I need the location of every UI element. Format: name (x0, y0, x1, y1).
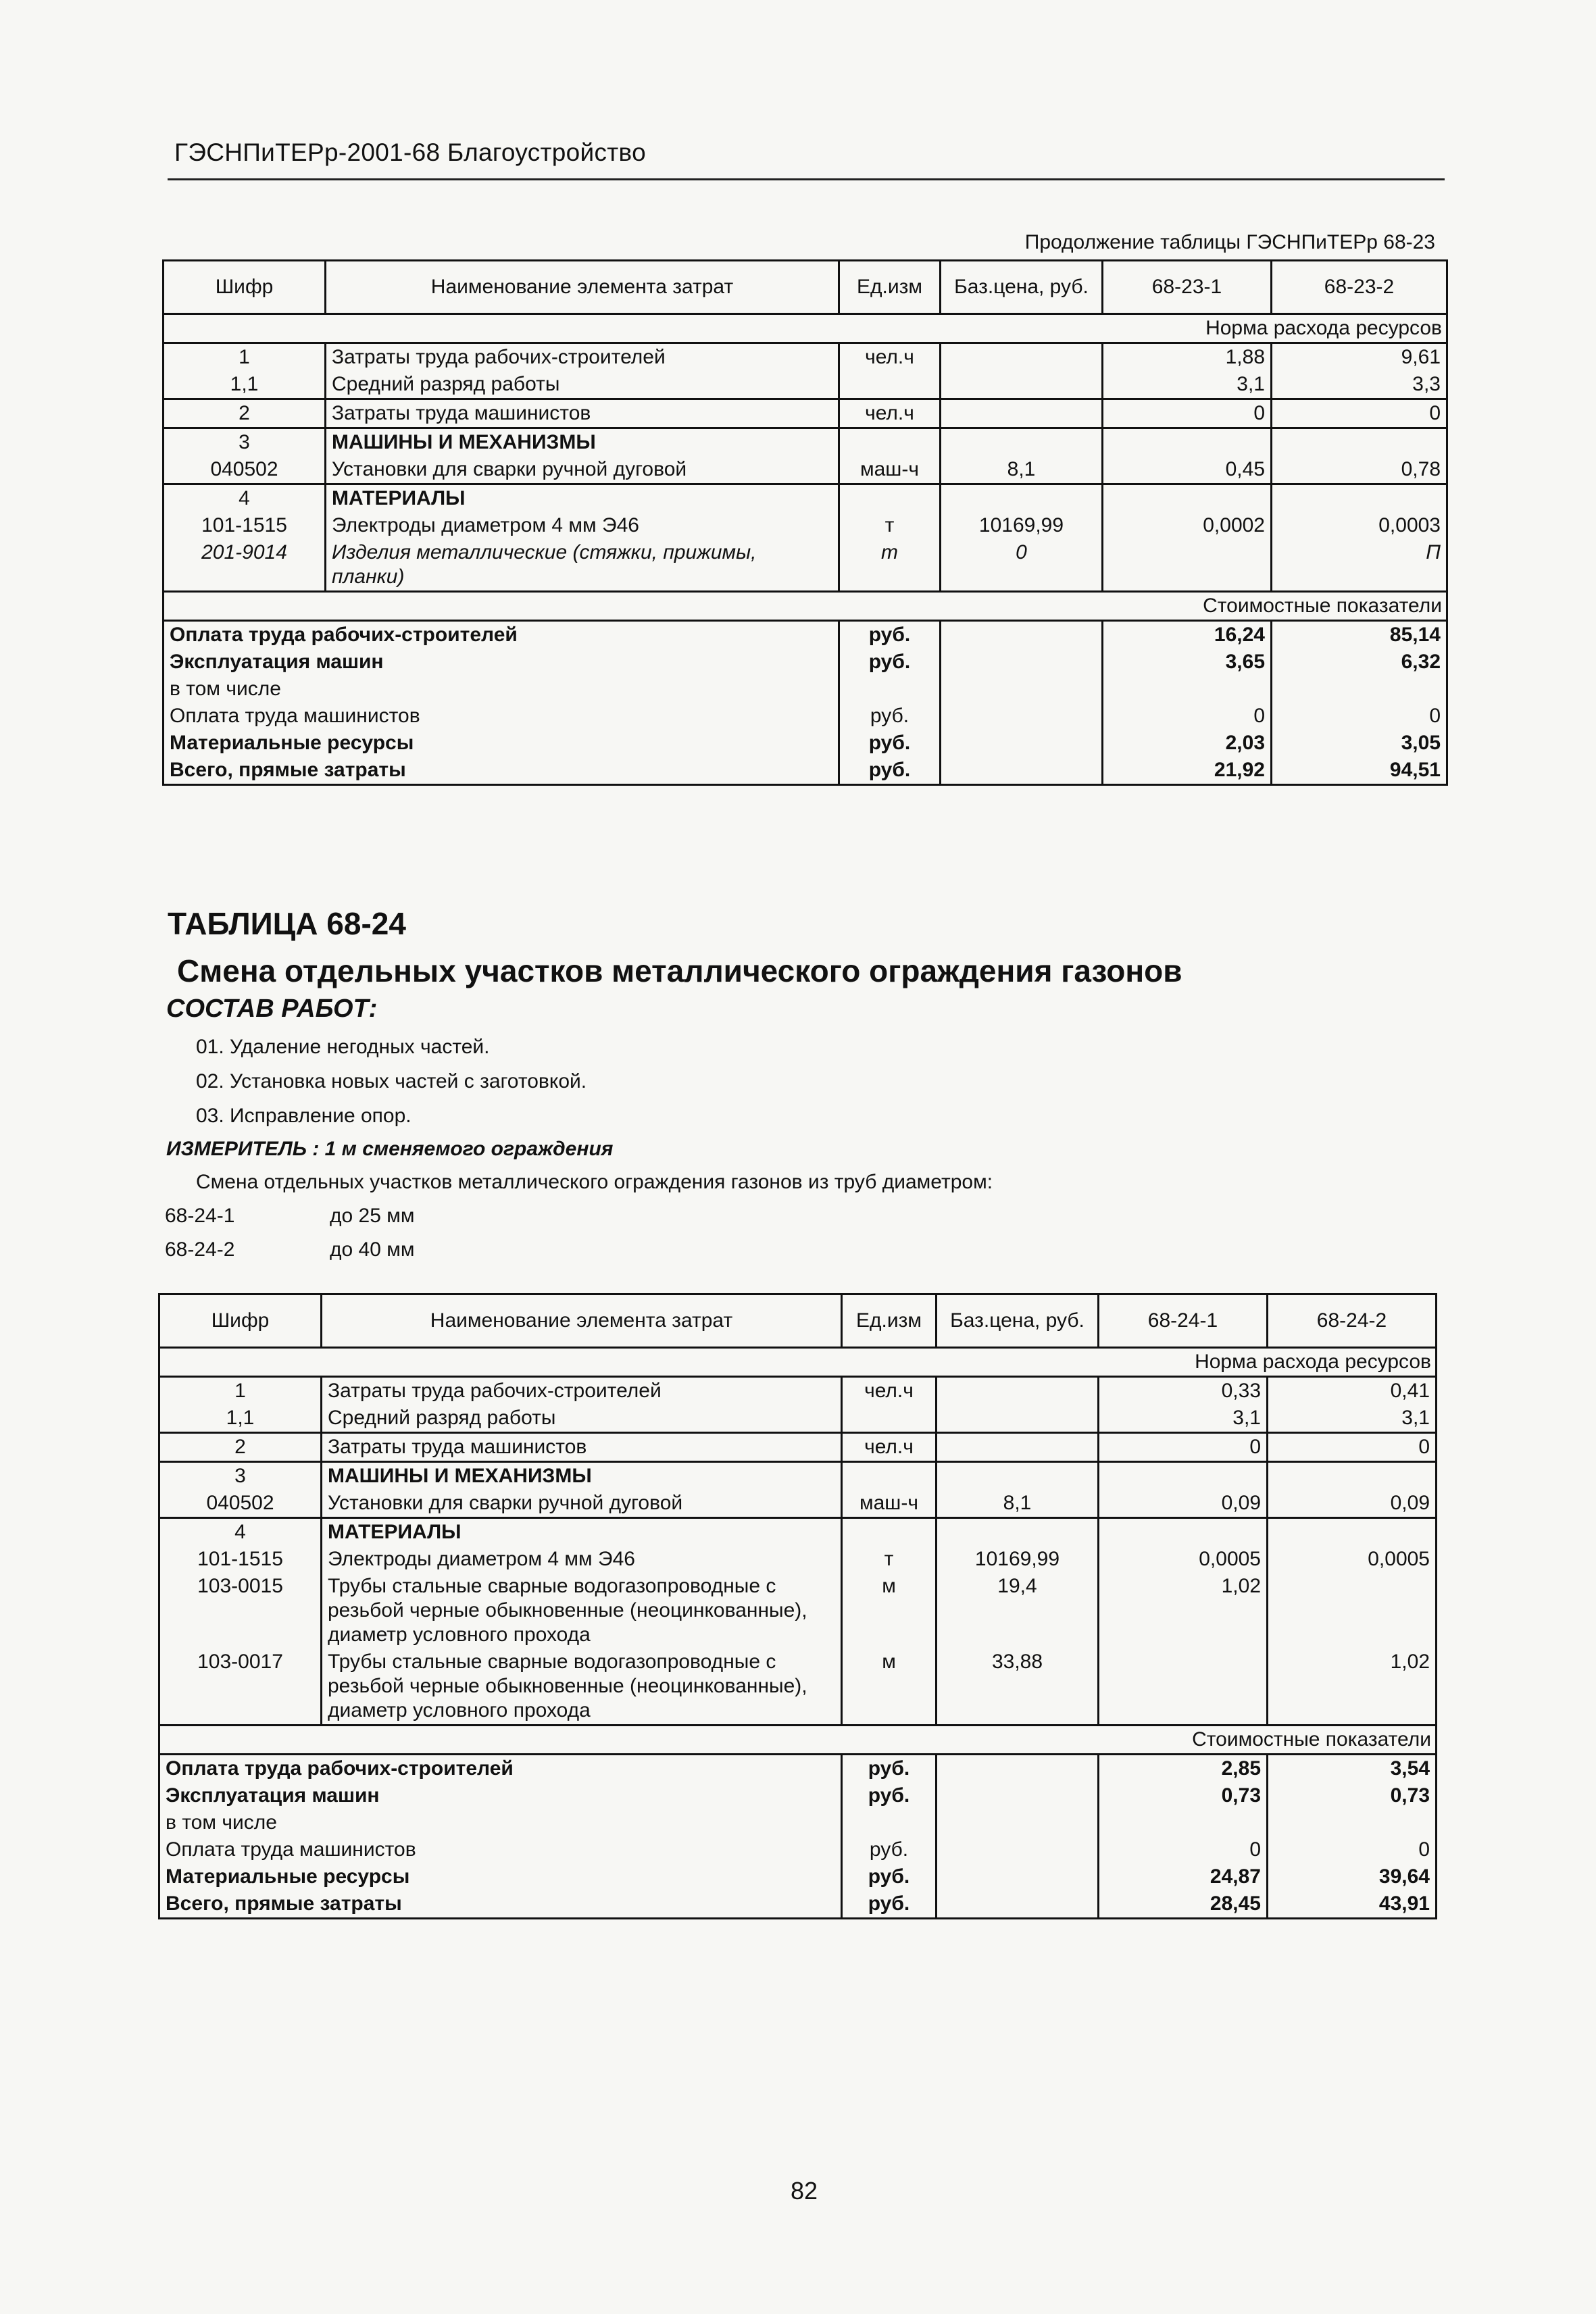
name-cell: Трубы стальные сварные водогазопроводные с резьбой черные обыкновенные (неоцинкованные), диаметр условного прохода (322, 1649, 842, 1726)
continuation-note: Продолжение таблицы ГЭСНПиТЕРр 68-23 (1024, 231, 1435, 253)
unit-cell (839, 428, 941, 457)
value-cell: 0,0002 (1103, 512, 1272, 539)
cost-name-cell: Материальные ресурсы (164, 730, 839, 757)
section-row-norms (159, 1348, 1437, 1377)
value-cell: 0,73 (1099, 1782, 1268, 1809)
table-row (159, 1433, 1437, 1462)
price-cell (941, 676, 1103, 703)
value-cell (1272, 484, 1447, 513)
price-cell: 0 (941, 539, 1103, 592)
price-cell: 8,1 (937, 1490, 1099, 1518)
value-cell: 3,54 (1268, 1755, 1437, 1783)
price-cell (937, 1782, 1099, 1809)
value-cell: 3,65 (1103, 649, 1272, 676)
code-cell: 2 (159, 1433, 322, 1462)
norm-header: Норма расхода ресурсов (164, 314, 1447, 343)
unit-cell: т (839, 539, 941, 592)
work-item: 02. Установка новых частей с заготовкой. (196, 1070, 587, 1092)
table-row (159, 1518, 1437, 1546)
unit-cell: руб. (842, 1755, 937, 1783)
code-cell: 3 (164, 428, 326, 457)
name-cell: Затраты труда машинистов (326, 399, 839, 428)
table-row (164, 399, 1447, 428)
code-cell: 1,1 (164, 371, 326, 399)
price-cell (941, 484, 1103, 513)
variant-label: до 25 мм (330, 1205, 415, 1227)
code-cell: 201-9014 (164, 539, 326, 592)
section-row-costs (159, 1726, 1437, 1755)
cost-row (164, 621, 1447, 649)
value-cell: 1,02 (1268, 1649, 1437, 1726)
unit-cell: чел.ч (839, 343, 941, 372)
code-cell: 1 (164, 343, 326, 372)
price-cell (941, 757, 1103, 785)
cost-row (159, 1890, 1437, 1919)
work-description: Смена отдельных участков металлического ограждения газонов из труб диаметром: (196, 1171, 993, 1193)
unit-cell (842, 1405, 937, 1433)
price-cell: 10169,99 (937, 1546, 1099, 1573)
value-cell: 0 (1103, 399, 1272, 428)
price-cell: 19,4 (937, 1573, 1099, 1649)
section-row-costs (164, 592, 1447, 621)
price-cell (937, 1755, 1099, 1783)
value-cell: 0,78 (1272, 456, 1447, 484)
price-cell (937, 1890, 1099, 1919)
section-name-cell: МАТЕРИАЛЫ (326, 484, 839, 513)
table-row (159, 1649, 1437, 1726)
value-cell: 0 (1099, 1836, 1268, 1863)
value-cell: 0,33 (1099, 1377, 1268, 1405)
value-cell: 28,45 (1099, 1890, 1268, 1919)
table-row (159, 1490, 1437, 1518)
price-cell (941, 428, 1103, 457)
unit-cell: т (842, 1546, 937, 1573)
value-cell (1268, 1573, 1437, 1649)
price-cell (941, 730, 1103, 757)
cost-name-cell: Оплата труда машинистов (159, 1836, 842, 1863)
unit-cell: м (842, 1573, 937, 1649)
unit-cell: руб. (839, 621, 941, 649)
table-row (164, 484, 1447, 513)
norm-header: Норма расхода ресурсов (159, 1348, 1437, 1377)
code-cell: 3 (159, 1462, 322, 1490)
cost-header: Стоимостные показатели (159, 1726, 1437, 1755)
column-header: Наименование элемента затрат (322, 1294, 842, 1348)
price-cell: 8,1 (941, 456, 1103, 484)
value-cell (1268, 1518, 1437, 1546)
unit-cell: м (842, 1649, 937, 1726)
cost-row (164, 703, 1447, 730)
table-row (164, 343, 1447, 372)
value-cell: 1,88 (1103, 343, 1272, 372)
cost-name-cell: Эксплуатация машин (159, 1782, 842, 1809)
value-cell: 0 (1268, 1433, 1437, 1462)
unit-cell: руб. (839, 757, 941, 785)
value-cell (1099, 1518, 1268, 1546)
value-cell: 0 (1272, 399, 1447, 428)
value-cell: 0 (1268, 1836, 1437, 1863)
code-cell: 1 (159, 1377, 322, 1405)
name-cell: Установки для сварки ручной дуговой (326, 456, 839, 484)
table-row (159, 1405, 1437, 1433)
value-cell: 0,45 (1103, 456, 1272, 484)
price-cell (941, 343, 1103, 372)
value-cell: 0 (1103, 703, 1272, 730)
cost-row (159, 1863, 1437, 1890)
value-cell: 3,05 (1272, 730, 1447, 757)
value-cell (1099, 1462, 1268, 1490)
value-cell: 2,85 (1099, 1755, 1268, 1783)
code-cell: 4 (159, 1518, 322, 1546)
table-header-row (159, 1294, 1437, 1348)
cost-name-cell: в том числе (159, 1809, 842, 1836)
name-cell: Средний разряд работы (326, 371, 839, 399)
price-cell (937, 1462, 1099, 1490)
value-cell: 3,3 (1272, 371, 1447, 399)
cost-row (164, 676, 1447, 703)
unit-cell (842, 1462, 937, 1490)
value-cell: 6,32 (1272, 649, 1447, 676)
column-header: Наименование элемента затрат (326, 261, 839, 314)
unit-cell: руб. (839, 730, 941, 757)
price-cell (937, 1836, 1099, 1863)
value-cell: 0,73 (1268, 1782, 1437, 1809)
cost-row (159, 1755, 1437, 1783)
section-name-cell: МАШИНЫ И МЕХАНИЗМЫ (326, 428, 839, 457)
name-cell: Трубы стальные сварные водогазопроводные с резьбой черные обыкновенные (неоцинкованные), диаметр условного прохода (322, 1573, 842, 1649)
price-cell (937, 1433, 1099, 1462)
value-cell (1103, 676, 1272, 703)
price-cell (941, 371, 1103, 399)
unit-cell: чел.ч (842, 1433, 937, 1462)
column-header: 68-24-1 (1099, 1294, 1268, 1348)
code-cell: 040502 (164, 456, 326, 484)
name-cell: Затраты труда рабочих-строителей (322, 1377, 842, 1405)
value-cell: 2,03 (1103, 730, 1272, 757)
code-cell: 1,1 (159, 1405, 322, 1433)
table-header-row (164, 261, 1447, 314)
name-cell: Установки для сварки ручной дуговой (322, 1490, 842, 1518)
value-cell: 0 (1272, 703, 1447, 730)
value-cell: 24,87 (1099, 1863, 1268, 1890)
price-cell (937, 1377, 1099, 1405)
unit-cell: т (839, 512, 941, 539)
column-header: Шифр (164, 261, 326, 314)
value-cell: 0 (1099, 1433, 1268, 1462)
work-composition-heading: СОСТАВ РАБОТ: (166, 995, 378, 1023)
name-cell: Средний разряд работы (322, 1405, 842, 1433)
unit-cell (842, 1809, 937, 1836)
unit-cell: чел.ч (839, 399, 941, 428)
value-cell: 9,61 (1272, 343, 1447, 372)
value-cell: 0,0005 (1099, 1546, 1268, 1573)
cost-name-cell: Эксплуатация машин (164, 649, 839, 676)
unit-cell: руб. (839, 649, 941, 676)
page-number: 82 (791, 2177, 818, 2205)
value-cell: 1,02 (1099, 1573, 1268, 1649)
cost-row (159, 1782, 1437, 1809)
unit-cell (839, 676, 941, 703)
variant-code: 68-24-2 (165, 1238, 235, 1261)
code-cell: 103-0015 (159, 1573, 322, 1649)
running-header: ГЭСНПиТЕРр-2001-68 Благоустройство (174, 139, 646, 166)
unit-cell: чел.ч (842, 1377, 937, 1405)
table-row (164, 456, 1447, 484)
code-cell: 103-0017 (159, 1649, 322, 1726)
unit-cell: руб. (842, 1782, 937, 1809)
name-cell: Электроды диаметром 4 мм Э46 (322, 1546, 842, 1573)
value-cell: 3,1 (1099, 1405, 1268, 1433)
work-item: 01. Удаление негодных частей. (196, 1036, 490, 1058)
cost-row (164, 649, 1447, 676)
column-header: Шифр (159, 1294, 322, 1348)
table-row (164, 539, 1447, 592)
name-cell: Изделия металлические (стяжки, прижимы, планки) (326, 539, 839, 592)
unit-cell: маш-ч (842, 1490, 937, 1518)
cost-name-cell: Всего, прямые затраты (159, 1890, 842, 1919)
price-cell: 10169,99 (941, 512, 1103, 539)
column-header: 68-24-2 (1268, 1294, 1437, 1348)
section-name-cell: МАТЕРИАЛЫ (322, 1518, 842, 1546)
price-cell (937, 1863, 1099, 1890)
cost-name-cell: Оплата труда машинистов (164, 703, 839, 730)
column-header: Ед.изм (842, 1294, 937, 1348)
value-cell (1099, 1649, 1268, 1726)
table-row (164, 371, 1447, 399)
table-row (164, 428, 1447, 457)
value-cell: П (1272, 539, 1447, 592)
column-header: Ед.изм (839, 261, 941, 314)
unit-cell: руб. (842, 1863, 937, 1890)
cost-name-cell: Оплата труда рабочих-строителей (159, 1755, 842, 1783)
value-cell (1099, 1809, 1268, 1836)
table-row (159, 1573, 1437, 1649)
cost-header: Стоимостные показатели (164, 592, 1447, 621)
value-cell: 85,14 (1272, 621, 1447, 649)
unit-cell: руб. (842, 1836, 937, 1863)
price-cell (941, 399, 1103, 428)
name-cell: Затраты труда рабочих-строителей (326, 343, 839, 372)
code-cell: 101-1515 (159, 1546, 322, 1573)
price-cell (937, 1405, 1099, 1433)
cost-row (164, 730, 1447, 757)
cost-row (159, 1836, 1437, 1863)
unit-cell (839, 484, 941, 513)
code-cell: 2 (164, 399, 326, 428)
column-header: Баз.цена, руб. (941, 261, 1103, 314)
price-cell (941, 621, 1103, 649)
table-subtitle: Смена отдельных участков металлического ограждения газонов (177, 953, 1182, 988)
value-cell (1272, 428, 1447, 457)
value-cell: 3,1 (1268, 1405, 1437, 1433)
price-cell (937, 1518, 1099, 1546)
table-row (159, 1546, 1437, 1573)
unit-cell: руб. (842, 1890, 937, 1919)
value-cell (1268, 1462, 1437, 1490)
value-cell (1272, 676, 1447, 703)
price-cell: 33,88 (937, 1649, 1099, 1726)
value-cell: 0,0005 (1268, 1546, 1437, 1573)
value-cell: 0,41 (1268, 1377, 1437, 1405)
cost-row (164, 757, 1447, 785)
cost-name-cell: Оплата труда рабочих-строителей (164, 621, 839, 649)
price-cell (937, 1809, 1099, 1836)
cost-row (159, 1809, 1437, 1836)
table-row (164, 512, 1447, 539)
price-cell (941, 703, 1103, 730)
code-cell: 040502 (159, 1490, 322, 1518)
value-cell (1103, 539, 1272, 592)
section-name-cell: МАШИНЫ И МЕХАНИЗМЫ (322, 1462, 842, 1490)
cost-name-cell: Материальные ресурсы (159, 1863, 842, 1890)
value-cell (1268, 1809, 1437, 1836)
value-cell: 3,1 (1103, 371, 1272, 399)
value-cell (1103, 428, 1272, 457)
unit-cell: руб. (839, 703, 941, 730)
table-title: ТАБЛИЦА 68-24 (168, 906, 406, 941)
measure-unit: ИЗМЕРИТЕЛЬ : 1 м сменяемого ограждения (166, 1138, 614, 1160)
column-header: 68-23-2 (1272, 261, 1447, 314)
resource-table-68-24 (158, 1293, 1437, 1919)
code-cell: 101-1515 (164, 512, 326, 539)
value-cell: 21,92 (1103, 757, 1272, 785)
value-cell: 43,91 (1268, 1890, 1437, 1919)
name-cell: Затраты труда машинистов (322, 1433, 842, 1462)
column-header: Баз.цена, руб. (937, 1294, 1099, 1348)
price-cell (941, 649, 1103, 676)
cost-name-cell: в том числе (164, 676, 839, 703)
variant-code: 68-24-1 (165, 1205, 235, 1227)
work-item: 03. Исправление опор. (196, 1105, 412, 1127)
header-rule (168, 178, 1445, 180)
code-cell: 4 (164, 484, 326, 513)
unit-cell: маш-ч (839, 456, 941, 484)
table-row (159, 1377, 1437, 1405)
value-cell: 16,24 (1103, 621, 1272, 649)
name-cell: Электроды диаметром 4 мм Э46 (326, 512, 839, 539)
table-row (159, 1462, 1437, 1490)
unit-cell (839, 371, 941, 399)
value-cell: 0,09 (1268, 1490, 1437, 1518)
column-header: 68-23-1 (1103, 261, 1272, 314)
value-cell: 0,0003 (1272, 512, 1447, 539)
value-cell: 0,09 (1099, 1490, 1268, 1518)
section-row-norms (164, 314, 1447, 343)
value-cell: 39,64 (1268, 1863, 1437, 1890)
unit-cell (842, 1518, 937, 1546)
variant-label: до 40 мм (330, 1238, 415, 1261)
value-cell: 94,51 (1272, 757, 1447, 785)
cost-name-cell: Всего, прямые затраты (164, 757, 839, 785)
value-cell (1103, 484, 1272, 513)
resource-table-68-23 (162, 259, 1448, 786)
